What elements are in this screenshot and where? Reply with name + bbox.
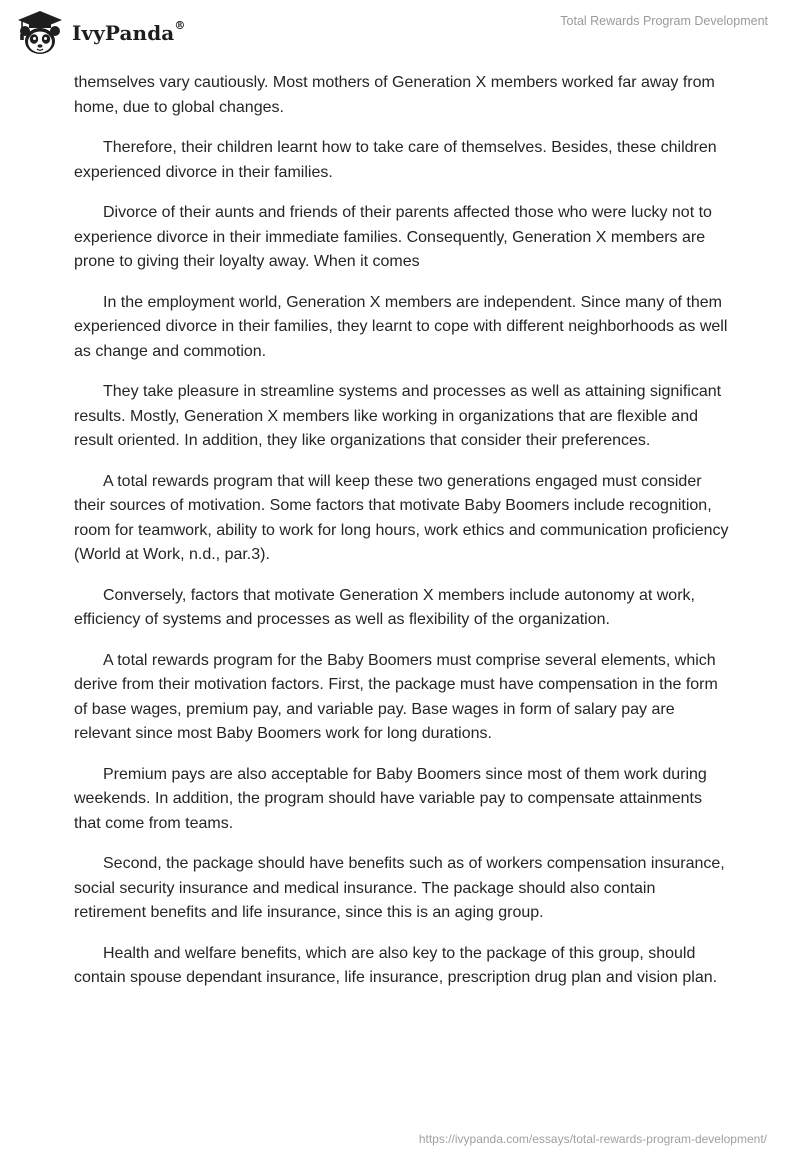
paragraph: They take pleasure in streamline systems and processes as well as attaining significant results. Mostly, Generation X members like working in organizations that are flexible and result oriented. In addition, they like organizations that consider their preferences. <box>74 383 722 449</box>
paragraph: In the employment world, Generation X members are independent. Since many of them experienced divorce in their families, they learnt to cope with different neighborhoods as well as change and commotion. <box>74 293 728 360</box>
paragraph: A total rewards program that will keep these two generations engaged must consider their sources of motivation. Some factors that motivate Baby Boomers include recognition, room for teamwork, ability to work for long hours, work ethics and communication proficiency (World at Work, n.d., par.3). <box>74 472 729 563</box>
paragraph: Second, the package should have benefits such as of workers compensation insurance, social security insurance and medical insurance. The package should also contain retirement benefits and life insurance, since this is an aging group. <box>74 855 725 921</box>
essay-body <box>74 71 729 1007</box>
paragraph: Therefore, their children learnt how to take care of themselves. Besides, these children experienced divorce in their families. <box>74 139 717 181</box>
source-url[interactable]: https://ivypanda.com/essays/total-rewards-program-development/ <box>418 1132 767 1146</box>
paragraph: Premium pays are also acceptable for Baby Boomers since most of them work during weekends. In addition, the program should have variable pay to compensate attainments that come from teams. <box>74 765 707 832</box>
paragraph: Health and welfare benefits, which are also key to the package of this group, should contain spouse dependant insurance, life insurance, prescription drug plan and vision plan. <box>74 944 718 986</box>
page-header <box>0 0 800 70</box>
paragraph: Divorce of their aunts and friends of their parents affected those who were lucky not to experience divorce in their immediate families. Consequently, Generation X members are prone to giving their loyalty away. When it comes <box>74 204 712 270</box>
panda-graduate-icon <box>14 9 66 57</box>
document-title: Total Rewards Program Development <box>560 14 768 28</box>
paragraph: Conversely, factors that motivate Generation X members include autonomy at work, efficiency of systems and processes as well as flexibility of the organization. <box>74 586 695 628</box>
registered-mark: ® <box>174 19 186 32</box>
ivypanda-logo[interactable] <box>14 9 185 57</box>
paragraph: themselves vary cautiously. Most mothers of Generation X members worked far away from home, due to global changes. <box>74 74 715 116</box>
paragraph: A total rewards program for the Baby Boomers must comprise several elements, which derive from their motivation factors. First, the package must have compensation in the form of base wages, premium pay, and variable pay. Base wages in form of salary pay are relevant since most Baby Boomers work for long durations. <box>74 651 718 742</box>
logo-wordmark: IvyPanda® <box>72 19 186 45</box>
